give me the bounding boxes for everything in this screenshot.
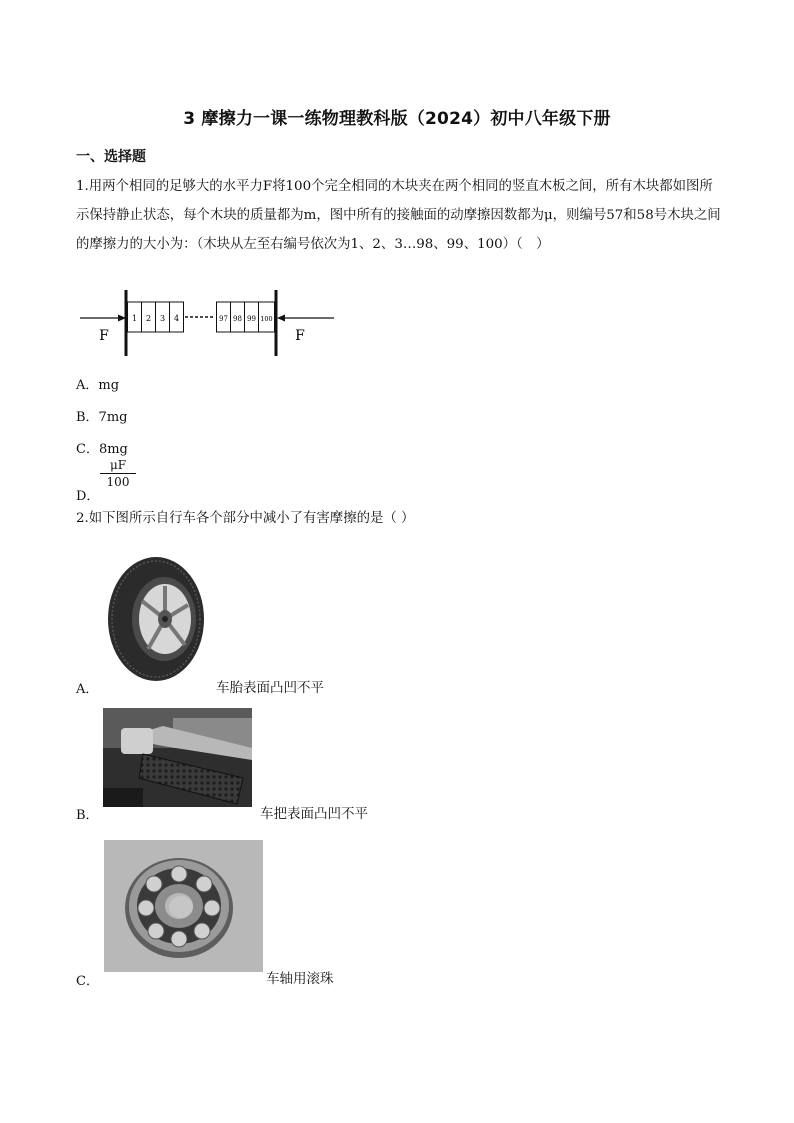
q2-option-c-caption: 车轴用滚珠 (266, 971, 334, 987)
ball-bearing-photo (104, 840, 263, 972)
force-label-right: F (295, 328, 305, 344)
left-blocks (128, 302, 184, 332)
block-label: 1 (131, 314, 138, 323)
q2-option-b-letter: B． (76, 808, 99, 823)
q2-option-a-letter: A． (76, 682, 99, 697)
option-c: C．8mg (76, 442, 128, 457)
section-heading: 一、选择题 (76, 149, 146, 165)
block-label: 3 (159, 314, 166, 323)
block-label: 99 (247, 315, 256, 323)
tire-photo (104, 553, 206, 687)
q2-option-c-letter: C． (76, 974, 99, 989)
option-d: D． (76, 489, 100, 504)
fraction-denominator: 100 (106, 475, 130, 489)
block-label: 98 (233, 315, 242, 323)
handlebar-grip-photo (103, 708, 252, 807)
force-label-left: F (99, 328, 109, 344)
option-d-fraction (100, 458, 136, 489)
block-label: 100 (260, 315, 273, 323)
block-label: 2 (145, 314, 152, 323)
right-blocks (217, 302, 275, 332)
question-1-text: 1.用两个相同的足够大的水平力F将100个完全相同的木块夹在两个相同的竖直木板之间，所有木块都如图所示保持静止状态，每个木块的质量都为m，图中所有的接触面的动摩擦因数都为μ，则编号57和58号木块之间的摩擦力的大小为：（木块从左至右编号依次为1、2、3…98、99、100）（ ） (76, 179, 721, 252)
q2-option-a-caption: 车胎表面凸凹不平 (216, 680, 324, 696)
fraction-numerator: μF (100, 458, 136, 474)
blocks-figure (78, 290, 338, 362)
page-title: 3 摩擦力一课一练物理教科版（2024）初中八年级下册 (183, 109, 611, 129)
block-label: 4 (173, 314, 180, 323)
block-label: 97 (219, 315, 228, 323)
q2-option-b-caption: 车把表面凸凹不平 (260, 806, 368, 822)
question-2-text: 2.如下图所示自行车各个部分中减小了有害摩擦的是（ ） (76, 511, 415, 526)
option-b: B．7mg (76, 410, 128, 425)
option-a: A．mg (76, 378, 120, 393)
